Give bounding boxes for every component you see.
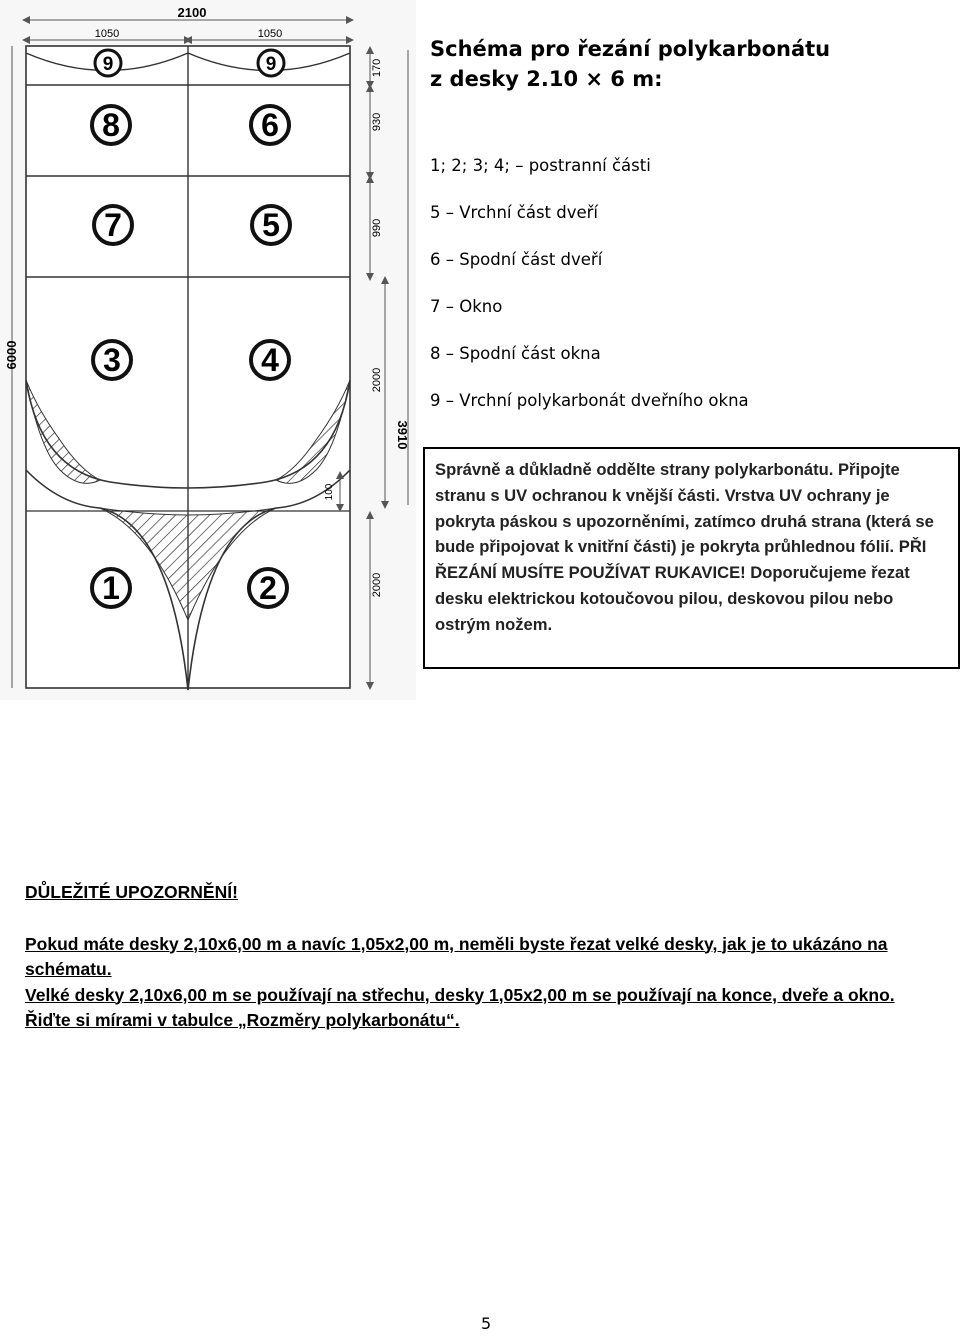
warning-text-1: Správně a důkladně oddělte strany polykarbonátu. Připojte stranu s UV ochranou k vnější části. Vrstva UV ochrany je pokryta páskou s upozorněními, zatímco druhá strana (která se bude připojovat k vnitřní části) je pokryta průhlednou fólií. <box>435 460 934 557</box>
piece-9-right <box>258 50 284 76</box>
piece-4 <box>251 341 289 379</box>
dim-label-2000-lower: 2000 <box>371 572 383 598</box>
piece-3-label: 3 <box>103 342 121 378</box>
piece-7 <box>94 206 132 244</box>
piece-1-label: 1 <box>102 570 120 606</box>
piece-7-label: 7 <box>104 207 122 243</box>
piece-6-label: 6 <box>261 107 279 143</box>
dim-label-1050-right: 1050 <box>257 28 283 40</box>
title-line-2: z desky 2.10 × 6 m: <box>430 67 663 91</box>
piece-2-label: 2 <box>259 570 277 606</box>
important-notice <box>25 880 945 1034</box>
legend-item: 5 – Vrchní část dveří <box>430 203 599 222</box>
piece-9-left <box>95 50 121 76</box>
piece-3 <box>93 341 131 379</box>
warning-gloves: PŘI ŘEZÁNÍ MUSÍTE POUŽÍVAT RUKAVICE! <box>435 537 927 583</box>
warning-text-3: Doporučujeme řezat desku elektrickou kotoučovou pilou, deskovou pilou nebo ostrým nožem. <box>435 563 910 634</box>
dim-label-2000-upper: 2000 <box>371 367 383 393</box>
legend-item: 1; 2; 3; 4; – postranní části <box>430 156 651 175</box>
legend-item: 8 – Spodní část okna <box>430 344 601 363</box>
dim-label-100: 100 <box>324 483 335 501</box>
important-paragraph-2: Velké desky 2,10x6,00 m se používají na střechu, desky 1,05x2,00 m se používají na konce, dveře a okno. Řiďte si mírami v tabulce „Rozměry polykarbonátu“. <box>25 984 895 1030</box>
legend-item: 9 – Vrchní polykarbonát dveřního okna <box>430 391 749 410</box>
dim-label-3910: 3910 <box>395 420 410 450</box>
piece-1 <box>92 569 130 607</box>
title-line-1: Schéma pro řezání polykarbonátu <box>430 37 831 61</box>
piece-9-left-label: 9 <box>102 54 114 75</box>
piece-5-label: 5 <box>262 207 280 243</box>
warning-box <box>423 447 960 669</box>
piece-8 <box>92 106 130 144</box>
piece-8-label: 8 <box>102 107 120 143</box>
piece-5 <box>252 206 290 244</box>
dim-label-6000: 6000 <box>4 340 19 370</box>
piece-legend <box>430 152 749 434</box>
piece-9-right-label: 9 <box>265 54 277 75</box>
legend-item: 7 – Okno <box>430 297 503 316</box>
page-number: 5 <box>481 1314 492 1333</box>
dim-label-170: 170 <box>371 58 383 78</box>
legend-item: 6 – Spodní část dveří <box>430 250 603 269</box>
important-heading: DŮLEŽITÉ UPOZORNĚNÍ! <box>25 882 238 902</box>
dim-label-1050-left: 1050 <box>94 28 120 40</box>
page-title <box>430 34 850 94</box>
piece-6 <box>251 106 289 144</box>
dim-label-2100: 2100 <box>177 5 207 20</box>
important-paragraph-1: Pokud máte desky 2,10x6,00 m a navíc 1,05x2,00 m, neměli byste řezat velké desky, jak je to ukázáno na schématu. <box>25 933 888 979</box>
cutting-diagram <box>0 0 420 705</box>
dim-label-990: 990 <box>371 218 383 238</box>
piece-2 <box>249 569 287 607</box>
dim-label-930: 930 <box>371 112 383 132</box>
piece-4-label: 4 <box>261 342 279 378</box>
